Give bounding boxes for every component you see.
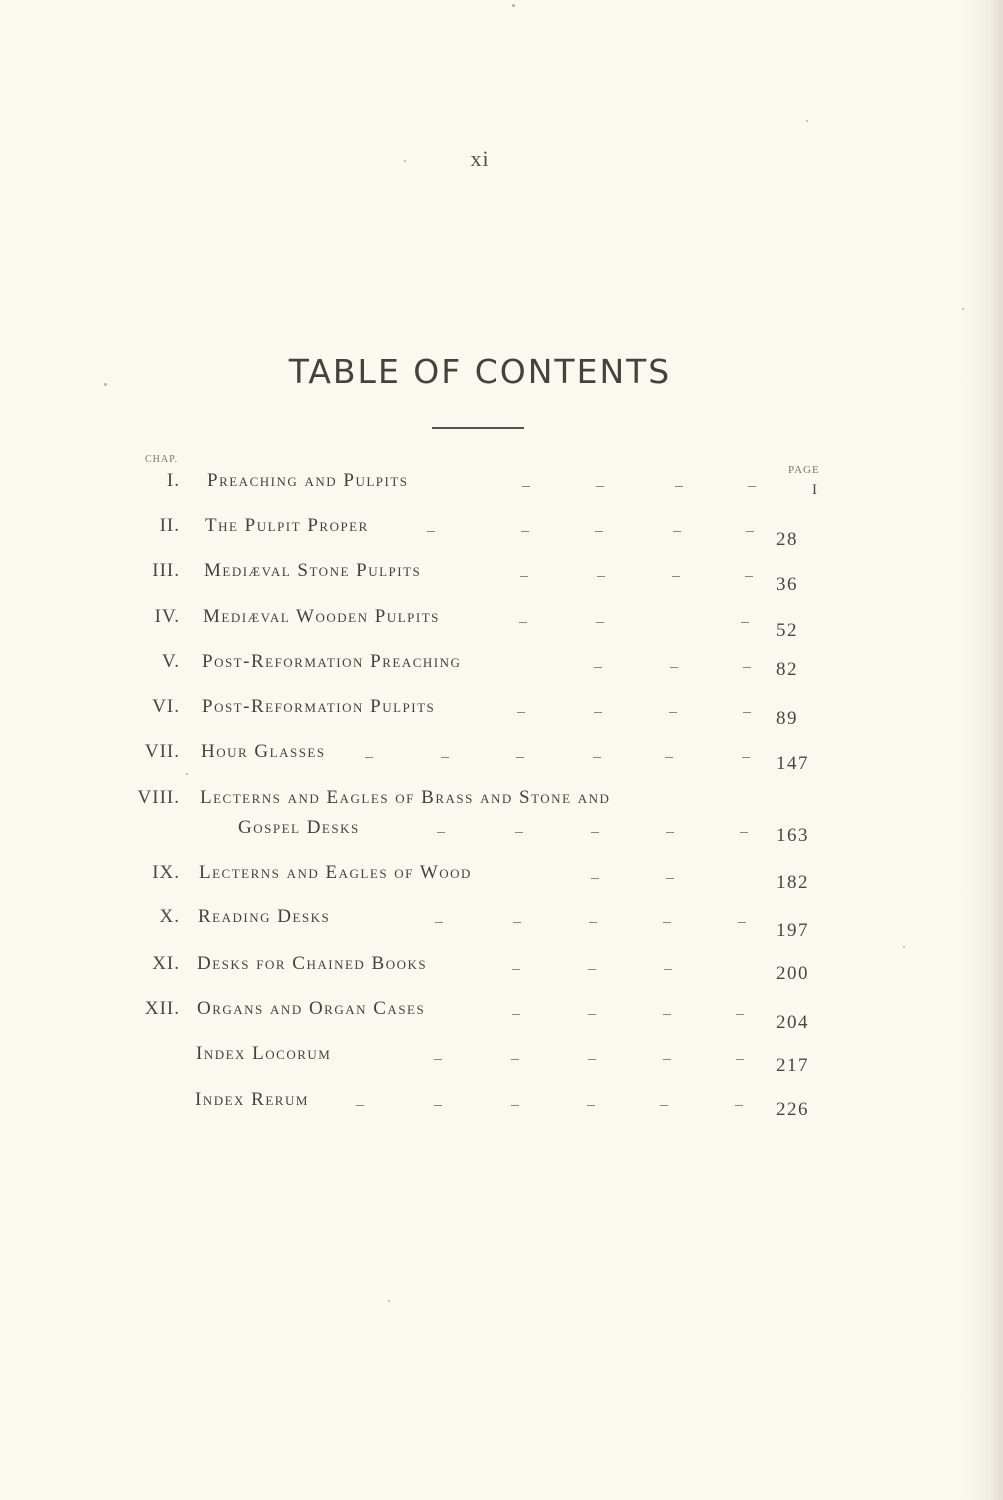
page-number-ref: 28 — [776, 529, 798, 550]
toc-entry — [0, 606, 960, 641]
leader-dash — [513, 922, 521, 923]
leader-dash — [435, 922, 443, 923]
leader-dash — [593, 757, 601, 758]
leader-dash — [669, 712, 677, 713]
paper-speck — [388, 1300, 390, 1302]
leader-dash — [588, 969, 596, 970]
paper-speck — [186, 773, 188, 775]
chapter-number: IX. — [152, 862, 180, 883]
toc-entry — [0, 560, 960, 595]
chapter-title: Mediæval Stone Pulpits — [204, 560, 422, 581]
page-edge-shadow — [963, 0, 1003, 1500]
chapter-number: I. — [166, 470, 180, 491]
page-column-label: PAGE — [788, 464, 820, 476]
leader-dash — [670, 667, 678, 668]
chapter-title: Desks for Chained Books — [197, 953, 428, 974]
leader-dash — [511, 1105, 519, 1106]
chapter-number: II. — [159, 515, 180, 536]
leader-dash — [596, 486, 604, 487]
leader-dash — [595, 531, 603, 532]
chapter-title: Lecterns and Eagles of Brass and Stone and — [200, 787, 611, 808]
leader-dash — [517, 712, 525, 713]
page-number-ref: 182 — [776, 872, 809, 893]
leader-dash — [520, 576, 528, 577]
page-number-ref: 200 — [776, 963, 809, 984]
page-number-ref: I — [812, 482, 819, 498]
leader-dash — [736, 1014, 744, 1015]
page-number: xi — [470, 146, 490, 171]
leader-dash — [591, 832, 599, 833]
paper-speck — [104, 383, 107, 386]
leader-dash — [519, 622, 527, 623]
leader-dash — [596, 622, 604, 623]
toc-entry — [0, 651, 960, 681]
title-rule — [432, 427, 524, 429]
page-number-ref: 82 — [776, 659, 798, 680]
chapter-number: XI. — [152, 953, 180, 974]
leader-dash — [594, 712, 602, 713]
leader-dash — [743, 667, 751, 668]
toc-entry — [0, 998, 960, 1033]
leader-dash — [356, 1105, 364, 1106]
toc-entry — [0, 953, 960, 983]
page-number-ref: 52 — [776, 620, 798, 641]
leader-dash — [738, 922, 746, 923]
toc-entry — [0, 470, 960, 500]
leader-dash — [666, 832, 674, 833]
toc-entry — [0, 741, 960, 774]
leader-dash — [746, 531, 754, 532]
leader-dash — [516, 757, 524, 758]
chapter-title: Preaching and Pulpits — [207, 470, 409, 491]
leader-dash — [511, 1059, 519, 1060]
chapter-number: IV. — [154, 606, 180, 627]
toc-entry — [0, 862, 960, 892]
toc-entry — [0, 787, 960, 846]
leader-dash — [741, 622, 749, 623]
chapter-title: Index Rerum — [195, 1089, 309, 1110]
leader-dash — [743, 712, 751, 713]
leader-dash — [748, 486, 756, 487]
chapter-number: VIII. — [137, 787, 180, 808]
chap-column-label: CHAP. — [145, 454, 179, 465]
leader-dash — [673, 531, 681, 532]
paper-speck — [806, 120, 808, 122]
page-number-ref: 217 — [776, 1055, 809, 1076]
leader-dash — [736, 1059, 744, 1060]
chapter-title: Reading Desks — [198, 906, 331, 927]
page-number-ref: 89 — [776, 708, 798, 729]
chapter-title: Lecterns and Eagles of Wood — [199, 862, 472, 883]
paper-speck — [903, 946, 905, 948]
chapter-title: Index Locorum — [196, 1043, 332, 1064]
leader-dash — [660, 1105, 668, 1106]
leader-dash — [663, 922, 671, 923]
chapter-title: Post-Reformation Pulpits — [202, 696, 436, 717]
paper-speck — [962, 308, 964, 310]
page-number-ref: 226 — [776, 1099, 809, 1120]
chapter-number: VII. — [144, 741, 180, 762]
page-number-ref: 36 — [776, 574, 798, 595]
chapter-number: III. — [152, 560, 180, 581]
leader-dash — [515, 832, 523, 833]
leader-dash — [589, 922, 597, 923]
toc-entry — [0, 696, 960, 729]
leader-dash — [663, 1059, 671, 1060]
paper-speck — [404, 160, 406, 162]
page-number-ref: 197 — [776, 920, 809, 941]
leader-dash — [434, 1105, 442, 1106]
leader-dash — [672, 576, 680, 577]
leader-dash — [597, 576, 605, 577]
toc-entry — [0, 1089, 960, 1119]
toc-entry — [0, 1043, 960, 1076]
leader-dash — [365, 757, 373, 758]
chapter-number: XII. — [144, 998, 180, 1019]
page-number-ref: 204 — [776, 1012, 809, 1033]
chapter-title: Hour Glasses — [201, 741, 326, 762]
chapter-number: VI. — [152, 696, 180, 717]
leader-dash — [512, 1014, 520, 1015]
leader-dash — [427, 531, 435, 532]
leader-dash — [434, 1059, 442, 1060]
chapter-title: Post-Reformation Preaching — [202, 651, 462, 672]
leader-dash — [675, 486, 683, 487]
chapter-title: Organs and Organ Cases — [197, 998, 426, 1019]
chapter-number: X. — [159, 906, 180, 927]
leader-dash — [665, 757, 673, 758]
leader-dash — [735, 1105, 743, 1106]
chapter-title-continuation: Gospel Desks — [238, 817, 360, 838]
leader-dash — [594, 667, 602, 668]
leader-dash — [664, 969, 672, 970]
chapter-title: The Pulpit Proper — [205, 515, 369, 536]
leader-dash — [521, 531, 529, 532]
page-number-ref: 147 — [776, 753, 809, 774]
leader-dash — [522, 486, 530, 487]
leader-dash — [588, 1014, 596, 1015]
leader-dash — [512, 969, 520, 970]
leader-dash — [437, 832, 445, 833]
leader-dash — [591, 878, 599, 879]
leader-dash — [740, 832, 748, 833]
chapter-title: Mediæval Wooden Pulpits — [203, 606, 440, 627]
paper-speck — [512, 4, 515, 7]
page-title: TABLE OF CONTENTS — [288, 352, 672, 391]
leader-dash — [742, 757, 750, 758]
leader-dash — [588, 1059, 596, 1060]
page-number-ref: 163 — [776, 825, 809, 846]
toc-entry — [0, 906, 960, 941]
leader-dash — [666, 878, 674, 879]
leader-dash — [441, 757, 449, 758]
toc-entry — [0, 515, 960, 550]
leader-dash — [587, 1105, 595, 1106]
leader-dash — [663, 1014, 671, 1015]
chapter-number: V. — [161, 651, 180, 672]
leader-dash — [745, 576, 753, 577]
